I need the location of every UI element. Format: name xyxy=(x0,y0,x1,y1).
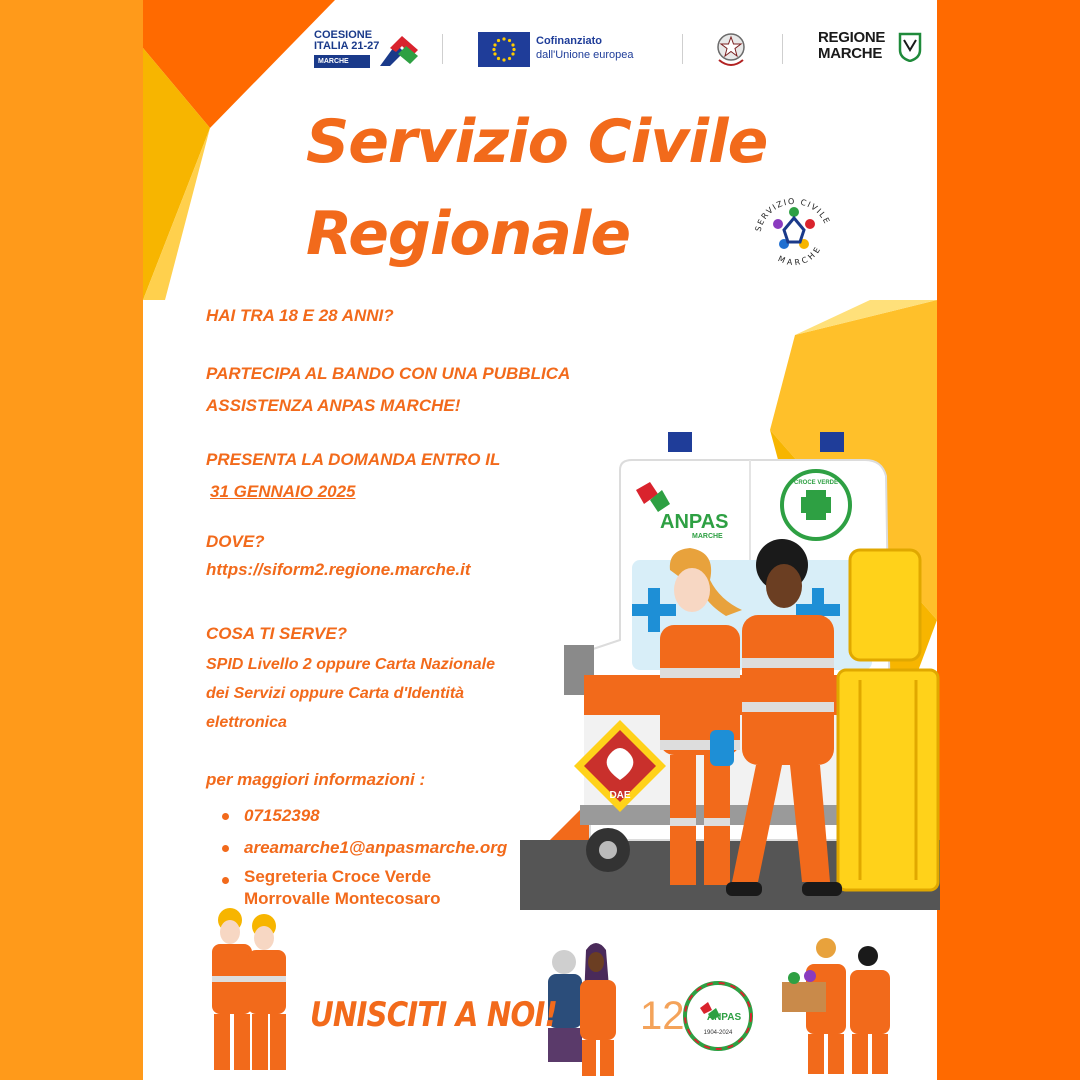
volunteers-left xyxy=(212,908,286,1070)
regione-shield-icon xyxy=(898,32,922,62)
sc-bottom-text: MARCHE xyxy=(776,243,824,268)
croce-verde-logo xyxy=(782,471,850,539)
needs-section xyxy=(206,624,495,737)
contact-phone[interactable]: 07152398 xyxy=(220,802,507,834)
siren-left xyxy=(668,432,692,452)
coesione-text: COESIONE xyxy=(314,29,373,41)
where-section xyxy=(206,532,471,580)
needs-line3: elettronica xyxy=(206,714,287,731)
eu-line1: Cofinanziato xyxy=(536,35,602,47)
eu-line2: dall'Unione europea xyxy=(536,49,634,61)
eu-flag-icon xyxy=(478,32,530,67)
siren-right xyxy=(820,432,844,452)
bando-line1: PARTECIPA AL BANDO CON UNA PUBBLICA xyxy=(206,364,571,383)
regione-line1: REGIONE xyxy=(818,29,886,46)
regione-marche-logo xyxy=(818,30,885,62)
italian-republic-emblem-icon xyxy=(714,30,748,70)
sc-ring-text: SERVIZIO CIVILE xyxy=(753,196,832,233)
contact-email[interactable]: areamarche1@anpasmarche.org xyxy=(220,834,507,866)
logo-separator xyxy=(442,34,443,64)
anniversary-logo-text: ANPAS xyxy=(706,1012,742,1023)
info-label: per maggiori informazioni : xyxy=(206,770,426,789)
volunteers-center xyxy=(548,943,616,1076)
servizio-civile-marche-logo xyxy=(748,190,840,282)
needs-label: COSA TI SERVE? xyxy=(206,624,348,643)
where-label: DOVE? xyxy=(206,532,265,551)
coesione-arrows-icon xyxy=(376,32,420,68)
dae-label: DAE xyxy=(609,790,631,801)
coesione-subtext: ITALIA 21-27 xyxy=(314,40,380,52)
deadline-text xyxy=(206,444,500,508)
needs-line2: dei Servizi oppure Carta d'Identità xyxy=(206,685,465,702)
where-url-link[interactable]: https://siform2.regione.marche.it xyxy=(206,560,471,579)
title-line2: Regionale xyxy=(306,199,631,269)
stretcher xyxy=(838,550,938,890)
eu-cofinanziato-text xyxy=(536,34,634,62)
anniversary-number: 12 xyxy=(640,994,685,1038)
bottom-illustrations xyxy=(0,900,1080,1080)
bando-text xyxy=(206,358,570,422)
logo-separator xyxy=(782,34,783,64)
deadline-line1: PRESENTA LA DOMANDA ENTRO IL xyxy=(206,450,501,469)
deadline-date: 31 GENNAIO 2025 xyxy=(210,482,356,501)
ambulance-illustration xyxy=(520,420,940,920)
anniversary-years: 1904-2024 xyxy=(703,1030,733,1036)
title-line1: Servizio Civile xyxy=(306,107,768,177)
logo-bar xyxy=(300,28,930,74)
needs-line1: SPID Livello 2 oppure Carta Nazionale xyxy=(206,656,495,673)
anpas-anniversary-logo xyxy=(682,980,754,1052)
join-us-text: UNISCITI A NOI! xyxy=(310,995,557,1035)
regione-line2: MARCHE xyxy=(818,45,883,62)
anpas-sub: MARCHE xyxy=(692,533,723,540)
anpas-label: ANPAS xyxy=(660,511,729,533)
office-line1: Segreteria Croce Verde xyxy=(244,867,432,886)
office-line2: Morrovalle Montecosaro xyxy=(244,889,441,908)
bando-line2: ASSISTENZA ANPAS MARCHE! xyxy=(206,396,461,415)
age-question: HAI TRA 18 E 28 ANNI? xyxy=(206,306,394,325)
logo-separator xyxy=(682,34,683,64)
needs-body xyxy=(206,650,495,737)
coesione-italia-logo xyxy=(314,30,410,70)
coesione-badge: MARCHE xyxy=(314,55,370,68)
contacts-list xyxy=(220,802,507,916)
volunteers-right xyxy=(782,938,890,1074)
croce-verde-text: CROCE VERDE xyxy=(793,480,839,486)
